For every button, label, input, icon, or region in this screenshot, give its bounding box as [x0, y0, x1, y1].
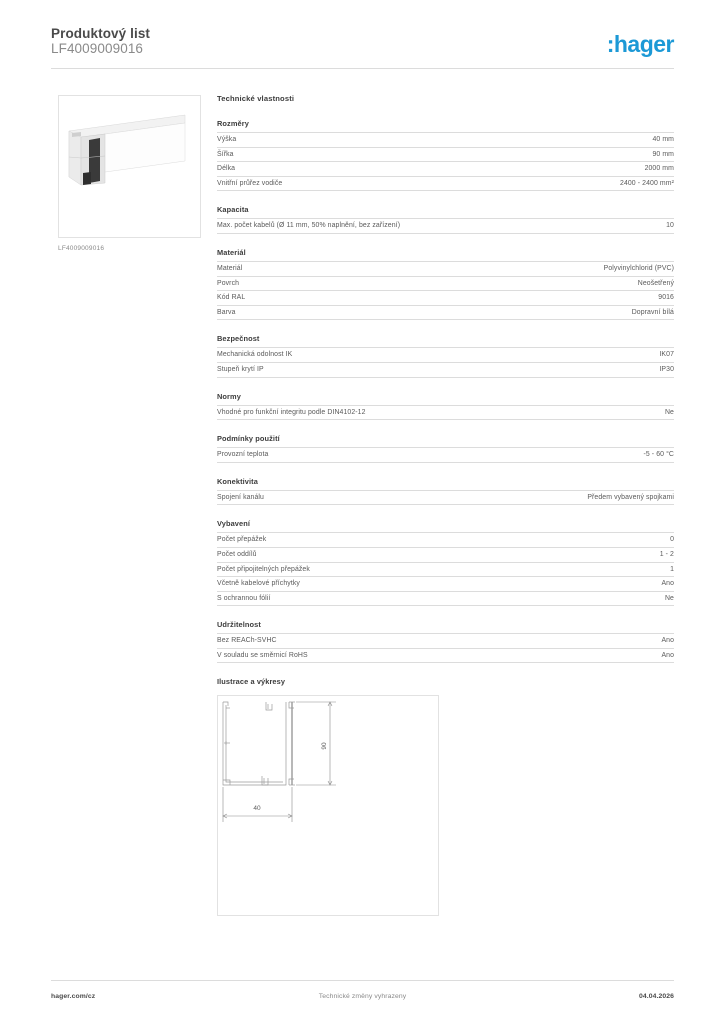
spec-key: Bez REACh-SVHC [217, 634, 446, 649]
table-row [217, 634, 674, 649]
table-row [217, 547, 674, 562]
spec-group-title: Bezpečnost [217, 334, 260, 344]
spec-key: Počet oddílů [217, 547, 446, 562]
spec-value: Neošetřený [446, 276, 675, 291]
table-row [217, 261, 674, 276]
spec-value: IP30 [446, 362, 675, 377]
spec-key: Povrch [217, 276, 446, 291]
spec-group-title: Rozměry [217, 119, 249, 128]
product-figure [58, 95, 201, 252]
spec-key: Délka [217, 162, 446, 177]
spec-value: Ano [446, 634, 675, 649]
spec-group-title: Podmínky použití [217, 434, 280, 444]
spec-table [217, 261, 674, 320]
header-divider [51, 68, 674, 69]
table-row [217, 162, 674, 177]
spec-key: Stupeň krytí IP [217, 362, 446, 377]
spec-table [217, 633, 674, 663]
spec-key: Kód RAL [217, 291, 446, 306]
spec-value: 10 [446, 219, 675, 234]
spec-value: IK07 [446, 348, 675, 363]
logo-colon-icon: : [606, 31, 614, 57]
table-row [217, 648, 674, 663]
spec-key: Max. počet kabelů (Ø 11 mm, 50% naplnění, bez zařízení) [217, 219, 446, 234]
table-row [217, 448, 674, 463]
footer-date: 04.04.2026 [638, 993, 674, 1000]
spec-key: Materiál [217, 261, 446, 276]
table-row [217, 348, 674, 363]
spec-value: 0 [446, 533, 675, 548]
table-row [217, 362, 674, 377]
footer-note: Technické změny vyhrazeny [318, 993, 407, 1000]
spec-table [217, 447, 674, 463]
spec-key: Spojení kanálu [217, 490, 446, 505]
spec-key: V souladu se směrnicí RoHS [217, 648, 446, 663]
table-row [217, 133, 674, 148]
spec-key: S ochrannou fólií [217, 591, 446, 606]
spec-table [217, 490, 674, 506]
spec-group-title: Konektivita [217, 476, 258, 486]
spec-group [217, 334, 674, 377]
footer-divider [51, 980, 674, 981]
table-row [217, 591, 674, 606]
spec-group [217, 477, 674, 506]
spec-group [217, 119, 674, 191]
spec-key: Mechanická odolnost IK [217, 348, 446, 363]
page-footer [51, 993, 674, 1005]
table-row [217, 276, 674, 291]
spec-groups [217, 119, 674, 663]
table-row [217, 219, 674, 234]
spec-key: Barva [217, 305, 446, 320]
table-row [217, 562, 674, 577]
table-row [217, 533, 674, 548]
table-row [217, 176, 674, 191]
spec-value: 2400 - 2400 mm² [446, 176, 675, 191]
spec-value: 2000 mm [446, 162, 675, 177]
spec-key: Provozní teplota [217, 448, 446, 463]
spec-table [217, 132, 674, 191]
spec-group [217, 434, 674, 463]
table-row [217, 147, 674, 162]
spec-value: 40 mm [446, 133, 675, 148]
spec-group-title: Materiál [217, 247, 246, 257]
spec-group-title: Vybavení [217, 519, 250, 529]
spec-key: Včetně kabelové příchytky [217, 577, 446, 592]
spec-value: Ano [446, 648, 675, 663]
hager-logo [607, 32, 674, 56]
spec-value: Předem vybavený spojkami [446, 490, 675, 505]
page-header [51, 26, 674, 72]
spec-value: 1 [446, 562, 675, 577]
spec-value: Dopravní bílá [446, 305, 675, 320]
spec-group-title: Normy [217, 391, 241, 401]
spec-value: Polyvinylchlorid (PVC) [446, 261, 675, 276]
table-row [217, 291, 674, 306]
spec-value: 9016 [446, 291, 675, 306]
spec-group-title: Udržitelnost [217, 620, 261, 630]
spec-section-title: Technické vlastnosti [217, 94, 295, 103]
table-row [217, 490, 674, 505]
product-image [58, 95, 201, 238]
technical-specifications [217, 94, 674, 916]
drawings-section-title: Ilustrace a výkresy [217, 677, 286, 687]
spec-key: Vnitřní průřez vodiče [217, 176, 446, 191]
spec-table [217, 218, 674, 234]
spec-value: -5 - 60 °C [446, 448, 675, 463]
product-reference: LF4009009016 [51, 41, 144, 56]
trunking-illustration-icon [67, 113, 193, 209]
spec-key: Počet připojitelných přepážek [217, 562, 446, 577]
spec-table [217, 405, 674, 421]
logo-text: hager [613, 31, 674, 57]
page-title: Produktový list [51, 26, 151, 41]
spec-key: Počet přepážek [217, 533, 446, 548]
spec-group [217, 392, 674, 421]
spec-group [217, 248, 674, 320]
spec-value: Ne [446, 591, 675, 606]
spec-group [217, 205, 674, 234]
product-image-caption: LF4009009016 [58, 245, 105, 252]
spec-value: Ne [446, 405, 675, 420]
spec-value: 90 mm [446, 147, 675, 162]
spec-key: Výška [217, 133, 446, 148]
table-row [217, 577, 674, 592]
table-row [217, 305, 674, 320]
spec-group [217, 620, 674, 663]
spec-key: Vhodné pro funkční integritu podle DIN4102-12 [217, 405, 446, 420]
spec-key: Šířka [217, 147, 446, 162]
profile-cross-section-drawing-icon [218, 696, 438, 915]
spec-group [217, 519, 674, 606]
footer-website-link[interactable]: hager.com/cz [51, 993, 96, 1000]
spec-group-title: Kapacita [217, 205, 249, 215]
dimension-width-label: 40 [253, 805, 261, 813]
technical-drawing [217, 695, 439, 916]
table-row [217, 405, 674, 420]
dimension-height-label: 90 [321, 742, 328, 751]
spec-value: Ano [446, 577, 675, 592]
spec-table [217, 347, 674, 377]
spec-value: 1 - 2 [446, 547, 675, 562]
spec-table [217, 532, 674, 606]
